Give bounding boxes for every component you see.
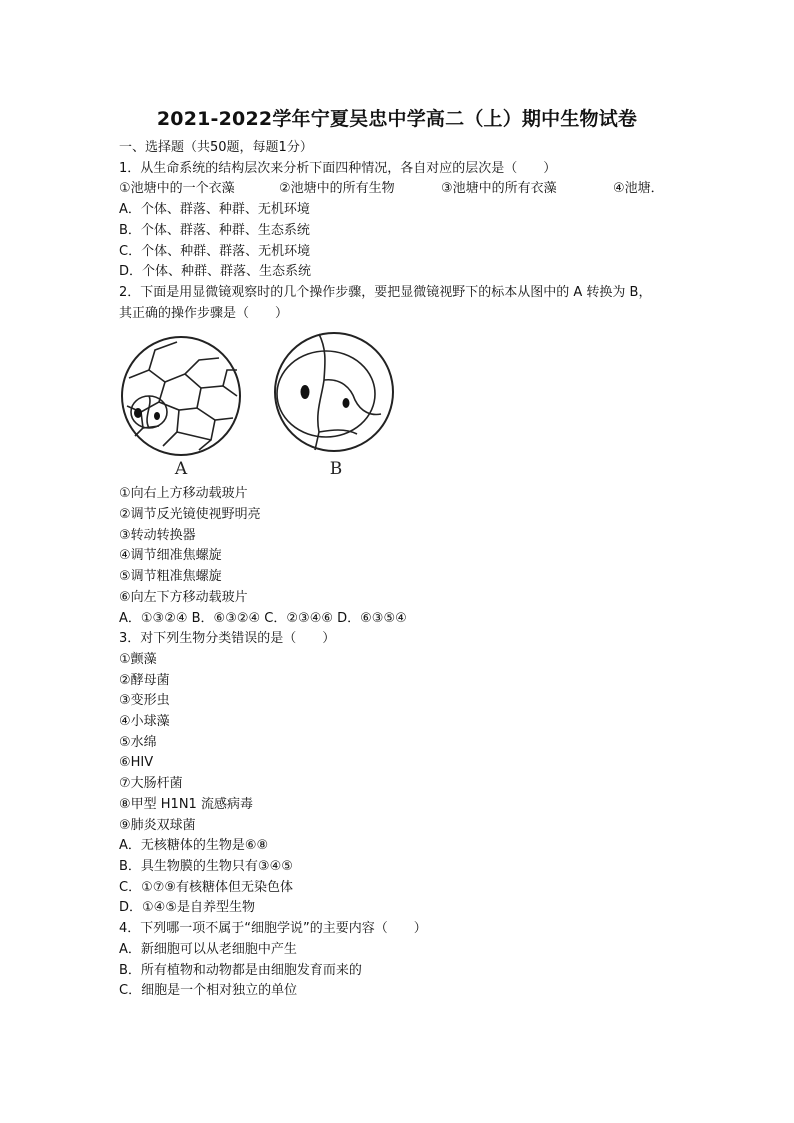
q3-item: ⑦大肠杆菌 xyxy=(119,776,183,792)
q3-item: ③变形虫 xyxy=(119,693,170,709)
q2-step: ①向右上方移动载玻片 xyxy=(119,486,248,502)
q3-option: A．无核糖体的生物是⑥⑧ xyxy=(119,838,269,854)
nucleus-a-right xyxy=(154,412,160,420)
q3-item: ⑧甲型 H1N1 流感病毒 xyxy=(119,796,253,812)
page-title: 2021-2022学年宁夏吴忠中学高二（上）期中生物试卷 xyxy=(156,108,638,130)
q2-step: ⑤调节粗准焦螺旋 xyxy=(119,569,222,585)
q3-item: ②酵母菌 xyxy=(119,672,170,688)
q1-option: C．个体、种群、群落、无机环境 xyxy=(119,243,311,259)
q1-item: ④池塘． xyxy=(613,181,664,197)
q2-step: ⑥向左下方移动载玻片 xyxy=(119,589,248,605)
content xyxy=(119,138,689,1002)
q4-option: C．细胞是一个相对独立的单位 xyxy=(119,983,298,999)
q3-option: B．具生物膜的生物只有③④⑤ xyxy=(119,858,293,874)
field-a xyxy=(122,337,240,455)
q4-option: B．所有植物和动物都是由细胞发育而来的 xyxy=(119,962,362,978)
q2-step: ②调节反光镜使视野明亮 xyxy=(119,507,261,523)
q3-item: ⑨肺炎双球菌 xyxy=(119,817,196,833)
q4-option: A．新细胞可以从老细胞中产生 xyxy=(119,941,297,957)
q1-option: D．个体、种群、群落、生态系统 xyxy=(119,264,312,280)
q1-items xyxy=(119,179,689,200)
q1-option: B．个体、群落、种群、生态系统 xyxy=(119,222,310,238)
q1-option: A．个体、群落、种群、无机环境 xyxy=(119,202,310,218)
q2-stem: 2．下面是用显微镜观察时的几个操作步骤，要把显微镜视野下的标本从图中的 A 转换为 B， xyxy=(119,284,652,300)
q3-item: ④小球藻 xyxy=(119,714,170,730)
q3-stem: 3．对下列生物分类错误的是（ ） xyxy=(119,631,336,647)
q2-stem-cont: 其正确的操作步骤是（ ） xyxy=(119,305,289,321)
nucleus-b-right xyxy=(343,398,350,408)
q3-option: D．①④⑤是自养型生物 xyxy=(119,900,255,916)
nucleus-b-left xyxy=(301,385,310,399)
q1-stem: 1．从生命系统的结构层次来分析下面四种情况，各自对应的层次是（ ） xyxy=(119,160,557,176)
figure-label-b: B xyxy=(329,459,343,480)
q2-step: ③转动转换器 xyxy=(119,527,196,543)
q1-item: ③池塘中的所有衣藻 xyxy=(441,181,557,197)
microscope-fields-svg xyxy=(119,332,419,480)
q2-step: ④调节细准焦螺旋 xyxy=(119,548,222,564)
microscope-figure xyxy=(119,332,689,480)
nucleus-a-left xyxy=(134,408,142,418)
q3-item: ①颤藻 xyxy=(119,651,157,667)
q1-item: ②池塘中的所有生物 xyxy=(279,181,395,197)
section-heading: 一、选择题（共50题，每题1分） xyxy=(119,140,313,155)
q1-item: ①池塘中的一个衣藻 xyxy=(119,181,235,197)
q3-item: ⑤水绵 xyxy=(119,734,157,750)
figure-label-a: A xyxy=(174,459,188,480)
q4-stem: 4．下列哪一项不属于“细胞学说”的主要内容（ ） xyxy=(119,921,427,937)
q3-item: ⑥HIV xyxy=(119,755,154,771)
field-b xyxy=(275,333,393,451)
q2-options: A．①③②④ B．⑥③②④ C．②③④⑥ D．⑥③⑤④ xyxy=(119,610,407,626)
q3-option: C．①⑦⑨有核糖体但无染色体 xyxy=(119,879,294,895)
